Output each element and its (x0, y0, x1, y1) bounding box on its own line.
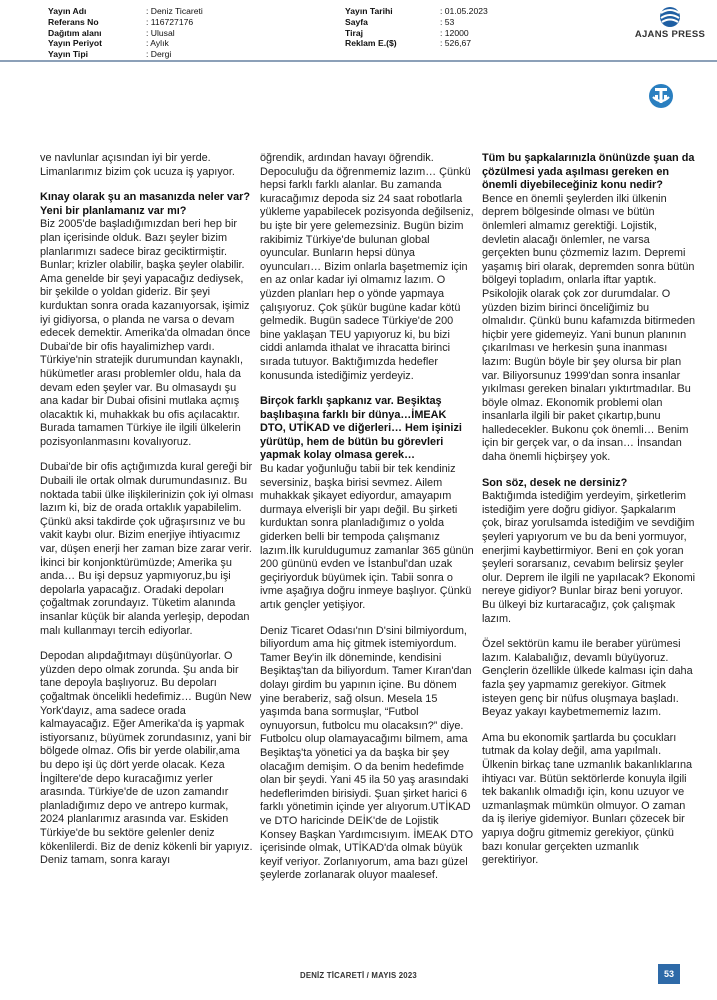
meta-row (345, 17, 488, 28)
brand-name: AJANS PRESS (634, 29, 706, 40)
meta-value: : 01.05.2023 (440, 6, 488, 16)
ajans-press-logo-icon (657, 6, 683, 28)
meta-value: : Dergi (146, 49, 172, 60)
meta-row (48, 38, 203, 49)
article-column-3 (482, 152, 696, 880)
page-number-badge: 53 (658, 964, 680, 984)
meta-row (48, 28, 203, 39)
article-paragraph: Depodan alıpdağıtmayı düşünüyorlar. O yüzden depo olmak zorunda. Şu anda bir tane depoyla başlıyoruz. Bu depoları çoğaltmak öncelikli hedefimiz… Bugün New York'dayız, ama sadece orada kalmayacağız. Eğer Amerika'da iş yapmak istiyorsanız, büyümek zorundasınız, yani bir bölgede olmaz. Ofis bir yerde olabilir,ama bu depo işi üç dört yerde olacak. Keza İngiltere'de depo kuracağımız yerler arasında. Türkiye'de de uzon zamandır planladığımız depo ve antrepo kurmak, 2024 planlarımız arasında var. Eskiden Türkiye'de bu sektöre gelenler deniz kökenlilerdi. Biz de deniz kökenli bir yapıyız. Deniz tamam, sonra karayı (40, 650, 253, 867)
article-paragraph: Baktığımda istediğim yerdeyim, şirketlerim istediğim yere doğru gidiyor. Şapkalarım çok, biraz yorulsamda istediğim ve sevdiğim şeyleri yapıyorum ve bu da beni yormuyor, enerjimi kaybettirmiyor. Beni en çok yoran şeyleri sorarsanız, cevabım belirsiz şeyler olur. Deprem ile ilgili ne yapılacak? Ekonomi nereye gidiyor? Bunlar biraz beni yoruyor. Bu ülkeyi biz kurtaracağız, çok çalışmak lazım. (482, 490, 696, 625)
meta-label: Reklam E.($) (345, 38, 397, 49)
article-paragraph: Dubai'de bir ofis açtığımızda kural gereği bir Dubaili ile ortak olmak durumundasınız. Bu noktada tabii ülke ilişkilerinizin çok iyi olması lazım ki, biz de orada ortaklık yapabilelim. Çünkü aksi takdirde çok uğraşırsınız ve bu vakit kaybı olur. Bizim enerjiye ihtiyacımız var, düşen enerji her zaman bize zarar verir. İkinci bir konjonktürümüzde; Amerika şu anda… Bu işi depsuz yapmıyoruz,bu işi depolarla yapacağız. Oradaki depoları çoğaltmak zorundayız. Tüketim alanında insanlar küçük bir alanda yerleşip, depodan malı kullanmayı tercih ediyorlar. (40, 461, 254, 637)
article-paragraph: Bence en önemli şeylerden ilki ülkenin deprem bölgesinde olması ve bütün önlemleri almamız gerektiği. Lojistik, devletin alacağı önlemler, ne varsa gerçekten bunu çözmemiz lazım. Depremi yaşamış biri olarak, depremden sonra bütün bölgeyi topladım, onlarla iftar yaptık. Psikolojik olarak çok zor durumdalar. O yüzden bizim birinci önceliğimiz bu olmalıdır. Çünkü bunu kafamızda bitirmeden hiçbir yere gidemeyiz. Yani bunun planının çıkarılması ve herkesin şuna inanması lazım: Bugün böyle bir şey olursa bir plan var. Biliyorsunuz 1999'dan sonra insanlar yıkılması gereken binaları yıktırtmadılar. Bu böyle olmaz. Ekonomik problemi olan insanlarla ilgili bir paket çıkartıp,bunu halledecekler. Bukonu çok önemli… Benim için bir gerçek var, o da insan… İnsandan daha önemli hiçbirşey yok. (482, 192, 696, 464)
meta-row (48, 17, 203, 28)
meta-label: Yayın Tarihi (345, 6, 393, 16)
meta-row (345, 38, 488, 49)
meta-label: Yayın Periyot (48, 38, 102, 49)
header-divider (0, 60, 717, 62)
interview-question: Kınay olarak şu an masanızda neler var? Yeni bir planlamanız var mı? (40, 191, 251, 217)
interview-question: Birçok farklı şapkanız var. Beşiktaş başlıbaşına farklı bir dünya…İMEAK DTO, UTİKAD ve diğerleri… Hem işinizi yürütüp, hem de bütün bu görevleri yapmak kolay olmasa gerek… (260, 395, 462, 462)
publication-meta-right (345, 6, 488, 49)
meta-value: : 53 (440, 16, 455, 27)
meta-value: : 116727176 (146, 16, 194, 27)
article-paragraph: Deniz Ticaret Odası'nın D'sini bilmiyordum, biliyordum ama hiç gitmek istemiyordum. Tamer Bey'in ilk döneminde, kendisini Beşiktaş'tan da biliyordum. Tamer Kıran'dan dolayı girdim bu yapının içine. Bu dönem yine beraberiz, sağ olsun. Mesela 15 yaşımda bana sormuşlar, “Futbol oynuyorsun, futbolcu mu olacaksın?” diye. Futbolcu olup olamayacağımı bilmem, ama Beşiktaş'ta yönetici ya da başka bir şey olacağım demişim. O da benim hedefimde olan bir şeydi. Yani 45 ila 50 yaş arasındaki hedeflerimden birisiydi. Şuan şirket harici 6 farklı yönetimin içinde yer alıyorum.UTİKAD ve DTO haricinde DEİK'de de Lojistik Konsey Başkan Yardımcısıyım. İMEAK DTO içerisinde olmak, UTİKAD'da olmak büyük keyif veriyor. Zorlanıyorum, ama bazı güzel şeylerde zorlanarak oluyor maalesef. (260, 624, 474, 882)
publication-meta-left (48, 6, 203, 60)
meta-value: : Aylık (146, 38, 169, 49)
meta-row (48, 6, 203, 17)
meta-row (48, 49, 203, 60)
article-column-1 (40, 152, 254, 880)
article-paragraph: öğrendik, ardından havayı öğrendik. Depoculuğu da öğrenmemiz lazım… Çünkü hepsi farklı farklı alanlar. Bu zamanda kuracağımız depoda siz 24 saat robotlarla yükleme yapabilecek pozisyonda değilseniz, bu işte bir yere gelemezsiniz. Bugün bizim rakibimiz Türkiye'de bulunan global oyuncular. Bunların hepsi dünya oyuncuları… Bizim onlarla başetmemiz için en az onlar kadar iyi olmamız lazım. O yüzden planları hep o yönde yapmaya çalışıyoruz. Çok şükür bugüne kadar kötü gelmedik. Bugün sadece Türkiye'de 200 bine yaklaşan TEU yapıyoruz ki, bu bizi ciddi anlamda ithalat ve ihracatta birinci sırada tutuyor. Baktığımızda hedefler konusunda istediğimiz yerdeyiz. (260, 152, 474, 382)
article-column-2 (260, 152, 474, 895)
meta-label: Yayın Adı (48, 6, 87, 16)
meta-value: : Deniz Ticareti (146, 6, 203, 16)
article-paragraph: Bu kadar yoğunluğu tabii bir tek kendiniz seversiniz, başka birisi sevmez. Ailem muhakkak şikayet ediyordur, amayapım durmaya elverişli bir yapı değil. Bu şirketi kurduktan sonra planladığımız o yolda giderken belli bir tempoda çalışmanız lazım.İlk kuruldugumuz zamanlar 365 günün 200 gününü evden ve İstanbul'dan uzak geçiriyorduk büyümek için. Tabii sonra o ivme aşağıya doğru inmeye başlıyor. Çünkü artık gençler yetişiyor. (260, 463, 474, 611)
article-paragraph: Ama bu ekonomik şartlarda bu çocukları tutmak da kolay değil, ama yapılmalı. Ülkenin birkaç tane uzmanlık bakanlıklarına ihtiyacı var. Bütün sektörlerde konuyla ilgili tek bakanlık olmadığı için, konu uzuyor ve uzmanlaşmak mümkün olmuyor. O zaman da iş ileriye gidemiyor. Bunları çözecek bir yapıya doğru gitmemiz gerekiyor, çünkü bazı konular gerçekten uzmanlık gerektiriyor. (482, 731, 693, 867)
brand-logo (630, 6, 710, 40)
footer-publication-title: DENİZ TİCARETİ / MAYIS 2023 (300, 971, 417, 980)
meta-value: : Ulusal (146, 27, 175, 38)
meta-row (345, 28, 488, 39)
interview-question: Tüm bu şapkalarınızla önünüzde şuan da çözülmesi yada aşılması gereken en önemli diyebileceğiniz konu nedir? (482, 152, 695, 192)
article-paragraph: ve navlunlar açısından iyi bir yerde. Limanlarımız bizim çok ucuza iş yapıyor. (40, 152, 235, 178)
article-paragraph: Biz 2005'de başladığımızdan beri hep bir plan içerisinde olduk. Bazı şeyler bizim planlarımızı sadece biraz geciktirmiştir. Bunlar; krizler olabilir, başka şeyler olabilir. Ama genelde bir şeyi yapacağız dediysek, bir şekilde o yoldan gideriz. Bir şeyi kurduktan sonra orada kazanıyorsak, işimiz iyi gidiyorsa, o planda ne varsa o devam edecek demektir. Amerika'da olmadan önce Dubai'de bir ofis hayalimizhep vardı. Türkiye'nin stratejik durumundan kaynaklı, hükümetler arası problemler oldu, hala da devam eden şeyler var. Bu olmasaydı şu ana kadar bir Dubai ofisini mutlaka açmış olacaktık ki, muhakkak bu ofis açılacaktır. Burada tamamen Türkiye ile ilgili ülkelerin pozisyonlanmasını kovalıyoruz. (40, 218, 251, 448)
meta-value: : 12000 (440, 27, 469, 38)
meta-label: Dağıtım alanı (48, 27, 102, 38)
interview-question: Son söz, desek ne dersiniz? (482, 476, 628, 489)
meta-label: Yayın Tipi (48, 49, 88, 60)
publication-logo (648, 83, 674, 114)
article-paragraph: Özel sektörün kamu ile beraber yürümesi lazım. Kalabalığız, devamlı büyüyoruz. Gençlerin özellikle ülkede kalması için daha fazla şey yapmamız gerekiyor. Gitmek isteyen genç bir nüfus oluşmaya başladı. Beyaz yakayı kaybetmememiz lazım. (482, 638, 693, 719)
meta-row (345, 6, 488, 17)
meta-label: Tiraj (345, 27, 363, 38)
meta-value: : 526,67 (440, 38, 472, 49)
deniz-ticareti-logo-icon (648, 83, 674, 109)
meta-label: Referans No (48, 16, 99, 27)
meta-label: Sayfa (345, 16, 368, 27)
